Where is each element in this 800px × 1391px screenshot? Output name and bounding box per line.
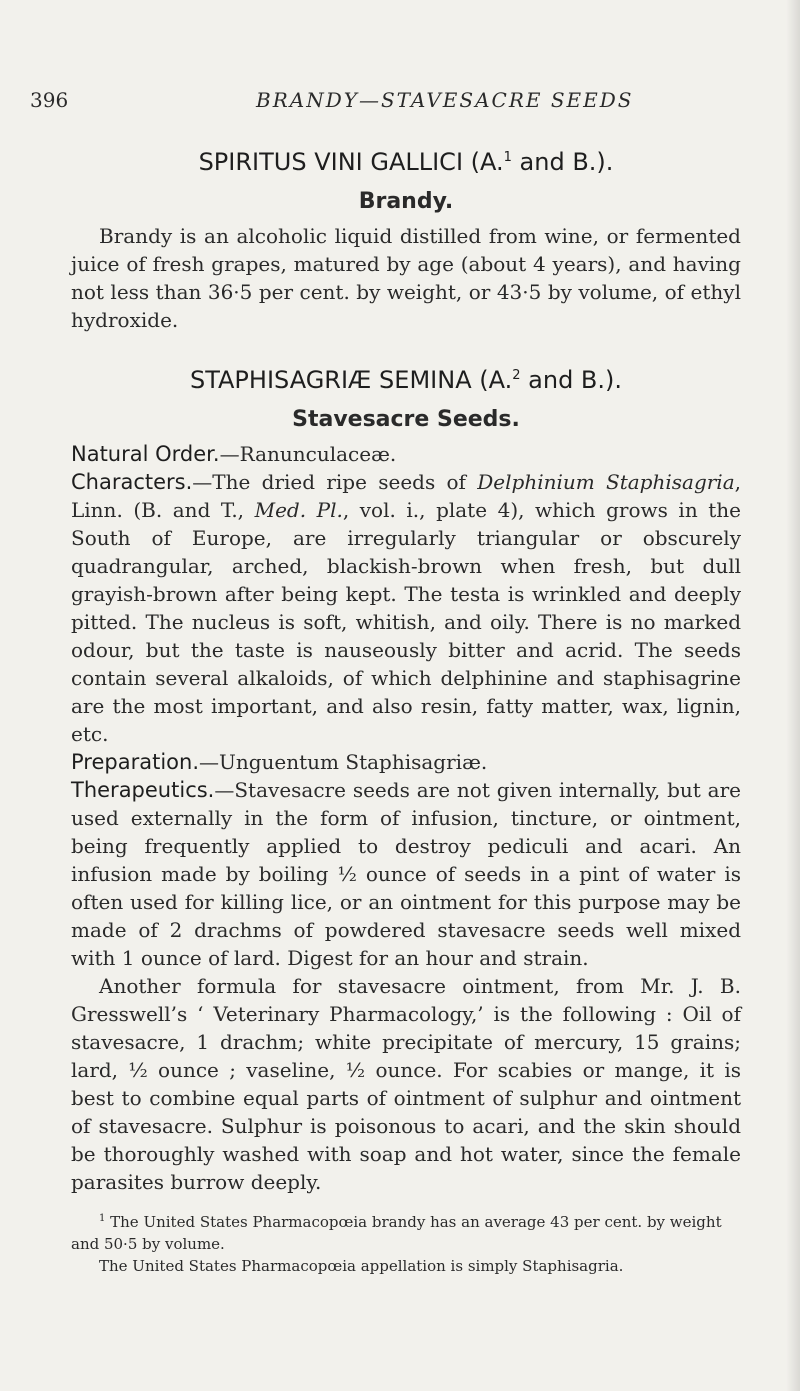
fraction: ½ bbox=[337, 862, 357, 886]
footnote-marker: 1 bbox=[99, 1213, 106, 1224]
running-head bbox=[30, 88, 770, 118]
footnote-1 bbox=[71, 1208, 741, 1255]
section-subtitle-brandy: Brandy. bbox=[358, 189, 454, 214]
title-tail: and B.). bbox=[520, 366, 623, 394]
footnote-marker: 2 bbox=[512, 368, 521, 383]
section-subtitle-stavesacre: Stavesacre Seeds. bbox=[292, 407, 520, 432]
formula-text-c: ounce. For scabies or mange, it is best to combine equal parts of ointment of sulphur and ointment of stavesacre. Sulphur is poisonous to acari, and the skin should be thoroughly washed with soap and hot water, since the female parasites burrow deeply. bbox=[71, 1058, 742, 1194]
title-text: SPIRITUS VINI GALLICI (A. bbox=[198, 148, 504, 176]
page-number: 396 bbox=[30, 88, 69, 112]
fraction: ½ bbox=[345, 1058, 366, 1082]
formula-text-a: Another formula for stavesacre ointment, from Mr. J. B. Gresswell’s ‘ Veterinary Pharmacology,’ is the following : Oil of stavesacre, 1 drachm; white precipitate of mercury, 15 grains; lard, bbox=[71, 974, 741, 1082]
characters-text-a: —The dried ripe seeds of bbox=[192, 470, 478, 494]
fraction: ½ bbox=[128, 1058, 148, 1082]
running-title: BRANDY—STAVESACRE SEEDS bbox=[256, 88, 634, 112]
page-edge-shadow bbox=[786, 0, 800, 1391]
formula-text-b: ounce ; vaseline, bbox=[147, 1058, 346, 1082]
therapeutics-label: Therapeutics. bbox=[71, 778, 215, 802]
natural-order-paragraph bbox=[71, 440, 741, 468]
footnotes bbox=[71, 1208, 741, 1277]
natural-order-label: Natural Order. bbox=[71, 442, 220, 466]
brandy-description: Brandy is an alcoholic liquid distilled from wine, or fermented juice of fresh grapes, matured by age (about 4 years), and having not less than 36·5 per cent. by weight, or 43·5 by volume, of ethyl hydroxide. bbox=[71, 224, 741, 332]
preparation-label: Preparation. bbox=[71, 750, 199, 774]
page-content bbox=[71, 138, 741, 1277]
characters-paragraph bbox=[71, 468, 741, 748]
footnote-2: The United States Pharmacopœia appellation is simply Staphisagria. bbox=[99, 1257, 624, 1275]
characters-text-c: , vol. i., plate 4), which grows in the South of Europe, are irregularly triangular or obscurely quadrangular, arched, blackish-brown when fresh, but dull grayish-brown after being kept. The testa is wrinkled and deeply pitted. The nucleus is soft, whitish, and oily. There is no marked odour, but the taste is nauseously bitter and acrid. The seeds contain several alkaloids, of which delphinine and staphisagrine are the most important, and also resin, fatty matter, wax, lignin, etc. bbox=[71, 498, 742, 746]
preparation-paragraph bbox=[71, 748, 741, 776]
footnote-marker: 1 bbox=[503, 150, 512, 165]
reference-title: Med. Pl. bbox=[254, 498, 343, 522]
therapeutics-paragraph bbox=[71, 776, 741, 972]
preparation-text: —Unguentum Staphisagriæ. bbox=[199, 750, 488, 774]
title-tail: and B.). bbox=[511, 148, 614, 176]
natural-order-text: —Ranunculaceæ. bbox=[219, 442, 397, 466]
characters-text-b: , Linn. (B. and T., bbox=[71, 470, 741, 522]
therapeutics-text-a: —Stavesacre seeds are not given internally, but are used externally in the form of infusion, tincture, or ointment, being frequently applied to destroy pediculi and acari. An infusion made by boiling bbox=[71, 778, 741, 886]
characters-label: Characters. bbox=[71, 470, 193, 494]
therapeutics-text-b: ounce of seeds in a pint of water is often used for killing lice, or an ointment for this purpose may be made of 2 drachms of powdered stavesacre seeds well mixed with 1 ounce of lard. Digest for an hour and strain. bbox=[71, 862, 741, 970]
species-name: Delphinium Staphisagria bbox=[477, 470, 735, 494]
footnote-1-text: The United States Pharmacopœia brandy has an average 43 per cent. by weight and 50·5 by volume. bbox=[71, 1213, 722, 1253]
title-text: STAPHISAGRIÆ SEMINA (A. bbox=[189, 366, 513, 394]
formula-paragraph bbox=[71, 972, 741, 1196]
section-title-staphisagria bbox=[71, 356, 741, 400]
section-title-brandy bbox=[71, 138, 741, 182]
